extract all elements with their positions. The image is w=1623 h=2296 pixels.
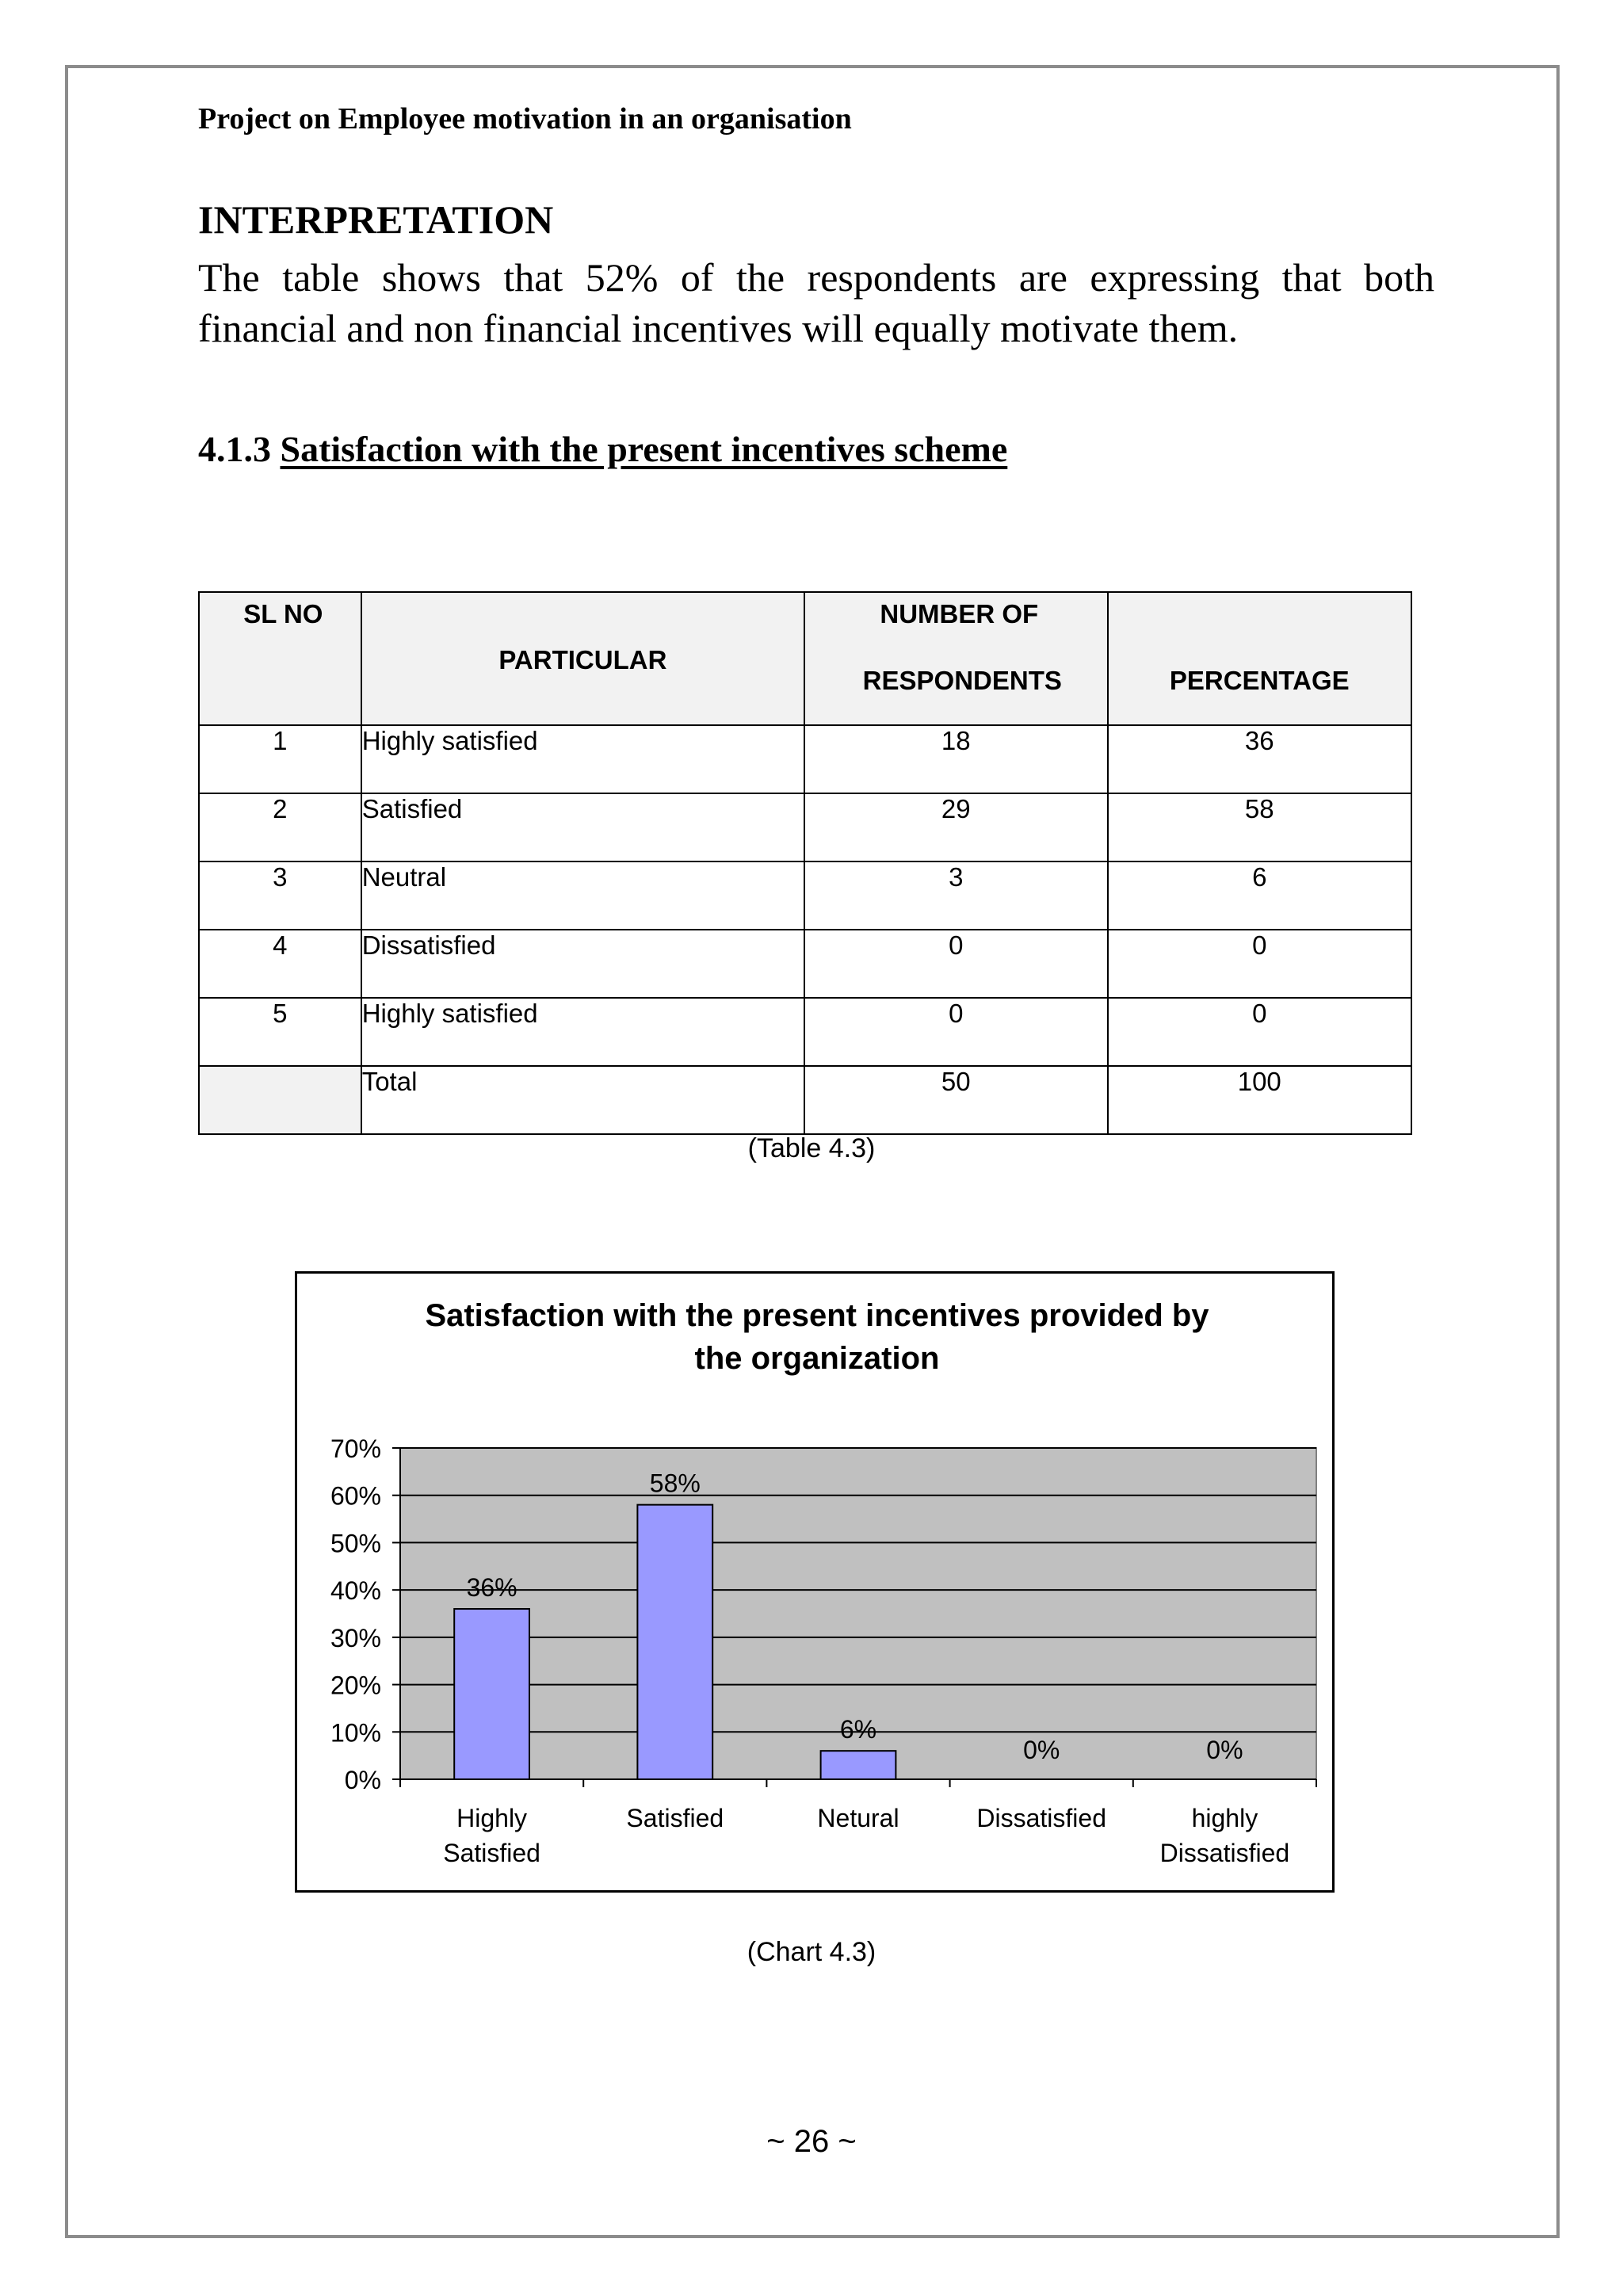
- cell-respondents: 0: [804, 998, 1107, 1066]
- data-label: 0%: [1023, 1736, 1060, 1764]
- cell-sl: 5: [199, 998, 361, 1066]
- cell-particular: Total: [361, 1066, 804, 1134]
- cell-respondents: 3: [804, 861, 1107, 930]
- x-tick-label: Dissatisfied: [976, 1804, 1107, 1832]
- cell-respondents: 0: [804, 930, 1107, 998]
- chart-title: Satisfaction with the present incentives provided by: [425, 1298, 1209, 1333]
- cell-particular: Highly satisfied: [361, 998, 804, 1066]
- x-tick-label: Satisfied: [626, 1804, 724, 1832]
- bar-chart-svg: [297, 1274, 1332, 1890]
- header-respondents: [804, 592, 1107, 725]
- data-label: 6%: [839, 1715, 877, 1744]
- respondents-table: [198, 591, 1412, 1135]
- bar: [821, 1751, 896, 1779]
- bar-chart: [295, 1271, 1335, 1893]
- y-tick-label: 0%: [344, 1766, 381, 1794]
- y-tick-label: 70%: [330, 1435, 381, 1463]
- table-row: [199, 793, 1411, 861]
- x-tick-label: Dissatisfied: [1159, 1839, 1290, 1867]
- x-tick-label: Satisfied: [443, 1839, 540, 1867]
- cell-particular: Dissatisfied: [361, 930, 804, 998]
- cell-respondents: 29: [804, 793, 1107, 861]
- cell-sl: 3: [199, 861, 361, 930]
- data-label: 58%: [649, 1469, 701, 1498]
- cell-percentage: 36: [1108, 725, 1412, 793]
- data-label: 36%: [466, 1573, 517, 1603]
- bar: [454, 1609, 529, 1779]
- y-tick-label: 10%: [330, 1718, 381, 1748]
- header-respondents-line2: RESPONDENTS: [862, 666, 1062, 695]
- x-tick-label: Highly: [456, 1804, 528, 1832]
- x-tick-label: Netural: [817, 1804, 899, 1832]
- cell-particular: Neutral: [361, 861, 804, 930]
- header-respondents-line1: NUMBER OF: [880, 599, 1039, 628]
- table-row: [199, 725, 1411, 793]
- y-tick-label: 50%: [330, 1529, 381, 1558]
- cell-percentage: 0: [1108, 930, 1412, 998]
- cell-sl: [199, 1066, 361, 1134]
- cell-percentage: 100: [1108, 1066, 1412, 1134]
- table-total-row: [199, 1066, 1411, 1134]
- section-number: 4.1.3: [198, 429, 271, 469]
- chart-title: the organization: [694, 1341, 940, 1376]
- cell-sl: 4: [199, 930, 361, 998]
- cell-particular: Satisfied: [361, 793, 804, 861]
- section-heading: [198, 428, 1007, 470]
- cell-sl: 1: [199, 725, 361, 793]
- header-percentage: [1108, 592, 1412, 725]
- page-number: ~ 26 ~: [766, 2124, 857, 2159]
- data-label: 0%: [1206, 1736, 1243, 1764]
- table-header-row: [199, 592, 1411, 725]
- y-tick-label: 40%: [330, 1576, 381, 1606]
- interpretation-heading: INTERPRETATION: [198, 197, 554, 242]
- cell-percentage: 0: [1108, 998, 1412, 1066]
- table-caption: (Table 4.3): [747, 1133, 876, 1163]
- page-header: Project on Employee motivation in an organisation: [198, 102, 852, 136]
- table-row: [199, 861, 1411, 930]
- table-row: [199, 930, 1411, 998]
- section-title: Satisfaction with the present incentives scheme: [280, 429, 1008, 469]
- chart-caption: (Chart 4.3): [747, 1937, 876, 1967]
- y-tick-label: 30%: [330, 1623, 381, 1652]
- cell-particular: Highly satisfied: [361, 725, 804, 793]
- table-row: [199, 998, 1411, 1066]
- cell-respondents: 18: [804, 725, 1107, 793]
- header-percentage-label: PERCENTAGE: [1169, 666, 1350, 695]
- cell-percentage: 6: [1108, 861, 1412, 930]
- y-tick-label: 60%: [330, 1481, 381, 1511]
- header-particular-label: PARTICULAR: [498, 645, 667, 674]
- header-sl-no-label: SL NO: [243, 599, 323, 628]
- header-sl-no: [199, 592, 361, 725]
- cell-sl: 2: [199, 793, 361, 861]
- x-tick-label: highly: [1191, 1804, 1258, 1832]
- header-particular: [361, 592, 804, 725]
- y-tick-label: 20%: [330, 1671, 381, 1700]
- cell-respondents: 50: [804, 1066, 1107, 1134]
- interpretation-body: The table shows that 52% of the respondents are expressing that both financial and non financial incentives will equally motivate them.: [198, 255, 1434, 350]
- bar: [637, 1505, 712, 1779]
- cell-percentage: 58: [1108, 793, 1412, 861]
